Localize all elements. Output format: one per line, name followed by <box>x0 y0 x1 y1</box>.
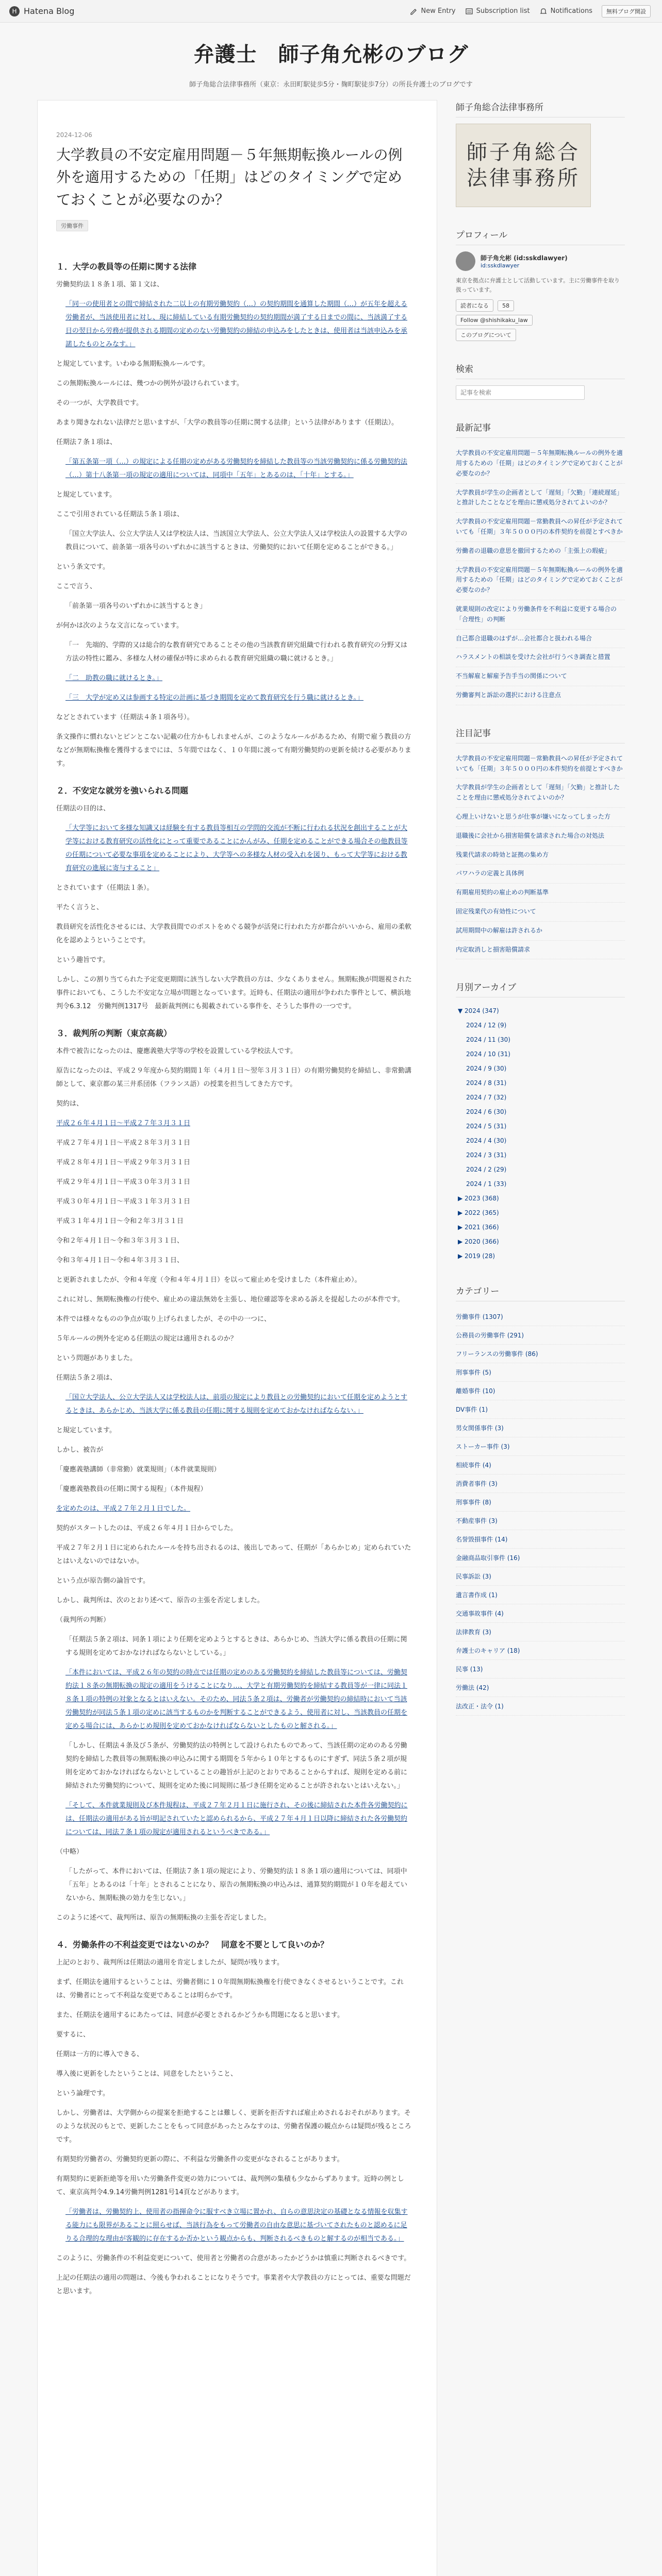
quote: 「大学等において多様な知識又は経験を有する教員等相互の学問的交流が不断に行われる状況を創出することが大学等における教育研究の活性化にとって重要であることにかんがみ、任期を定めることができる場合その他教員等の任期について必要な事項を定めることにより、大学等への多様な人材の受入れを図り、もって大学等における教育研究の進展に寄与すること」 <box>65 824 408 873</box>
paragraph: 有期契約に更新拒絶等を用いた労働条件変更の効力については、裁判例の集積も少なからずあります。近時の例として、東京高判令4.9.14労働判例1281号14頁などがあります。 <box>56 2175 404 2197</box>
new-entry-label: New Entry <box>421 7 456 15</box>
quote: 「そして、本件就業規則及び本件規程は、平成２７年２月１日に施行され、その後に締結された本件各労働契約には、任期法の適用がある旨が明記されていたと認められるから、平成２７年４月１日以降に締結された各労働契約については、同法７条１項の規定が適用されるというべきである。」 <box>65 1802 408 1837</box>
top-navigation-bar <box>0 0 662 23</box>
popular-post-link[interactable]: 残業代請求の時効と証拠の集め方 <box>456 846 625 865</box>
popular-post-link[interactable]: 有期雇用契約の雇止めの判断基準 <box>456 884 625 903</box>
archive-month-link[interactable]: 2024 / 4 (30) <box>466 1137 507 1145</box>
archive-month-link[interactable]: 2024 / 9 (30) <box>466 1065 507 1073</box>
category-link[interactable]: 不動産事件 (3) <box>456 1512 625 1530</box>
section-heading: ２．不安定な就労を強いられる問題 <box>56 786 189 796</box>
paragraph: 平成３０年４月１日～平成３１年３月３１日 <box>56 1198 191 1206</box>
archive-month-link[interactable]: 2024 / 11 (30) <box>466 1036 510 1044</box>
category-link[interactable]: 金融商品取引事件 (16) <box>456 1549 625 1567</box>
blog-title[interactable]: 弁護士 師子角允彬のブログ <box>193 43 469 66</box>
archive-month-link[interactable]: 2024 / 6 (30) <box>466 1108 507 1116</box>
category-block <box>456 1284 625 1716</box>
quote: 「国立大学法人、公立大学法人又は学校法人は、当該国立大学法人、公立大学法人又は学校法人の設置する大学の教員について、前条第一項各号のいずれかに該当するときは、労働契約において任期を定めることができる。」 <box>65 530 408 552</box>
profile-id[interactable]: id:sskdlawyer <box>481 262 520 269</box>
category-link[interactable]: 遺言書作成 (1) <box>456 1586 625 1604</box>
popular-post-link[interactable]: 固定残業代の有効性について <box>456 903 625 922</box>
popular-posts-block <box>456 726 625 960</box>
category-link[interactable]: 公務員の労働事件 (291) <box>456 1326 625 1345</box>
recent-post-link[interactable]: 就業規則の改定により労働条件を不利益に変更する場合の「合理性」の判断 <box>456 600 625 630</box>
paragraph: 上記の任期法の適用の問題は、今後も争われることになりそうです。事業者や大学教員の方にとっては、重要な問題だと思います。 <box>56 2274 411 2296</box>
paragraph: 平成３１年４月１日～令和２年３月３１日 <box>56 1217 184 1226</box>
quote: 「しかし、任期法４条及び５条が、労働契約法の特例として設けられたものであって、当該任期の定めのある労働契約を締結した教員等の無期転換の申込みに関する期間を５年から１０年とするものにすぎず、同法５条２項が規則を定めておかなければならないとしていることの趣旨が上記のとおりであることからすれば、規則を定める前に締結された労働契約について、規則を定めた後に同規則に基づき任期を定めることが許されないとはいえない。」 <box>65 1742 408 1790</box>
category-heading: カテゴリー <box>456 1284 625 1301</box>
popular-post-link[interactable]: 試用期間中の解雇は許されるか <box>456 922 625 941</box>
paragraph: 平成２７年２月１日に定められたルールを持ち出されるのは、後出しであって、任期が「あらかじめ」定められていたとはいえないのではないか。 <box>56 1544 411 1566</box>
notifications-label: Notifications <box>550 7 592 15</box>
reader-count: 58 <box>498 300 514 311</box>
paragraph: 平成２８年４月１日～平成２９年３月３１日 <box>56 1159 191 1167</box>
quote: 「国立大学法人、公立大学法人又は学校法人は、前項の規定により教員との労働契約において任期を定めようとするときは、あらかじめ、当該大学に係る教員の任期に関する規則を定めておかなければならない。」 <box>65 1394 408 1415</box>
paragraph: 任期は一方的に導入できる、 <box>56 2050 144 2059</box>
paragraph: 令和３年４月１日～令和４年３月３１日、 <box>56 1257 184 1265</box>
category-link[interactable]: DV事件 (1) <box>456 1400 625 1419</box>
category-link[interactable]: 労働法 (42) <box>456 1679 625 1697</box>
paragraph: などとされています（任期法４条１項各号）。 <box>56 714 194 722</box>
bell-icon <box>539 7 548 15</box>
quote: 「労働者は、労働契約上、使用者の指揮命令に服すべき立場に置かれ、自らの意思決定の基礎となる情報を収集する能力にも限界があることに照らせば、当該行為をもって労働者の自由な意思に基づいてされたものと認めるに足りる合理的な理由が客観的に存在するか否かという観点からも、判断されるべきものと解するのが相当である。」 <box>65 2208 408 2243</box>
archive-year-link[interactable]: ▶ 2020 (366) <box>458 1238 499 1246</box>
category-link[interactable]: 男女関係事件 (3) <box>456 1419 625 1437</box>
search-block <box>456 362 625 400</box>
follow-button[interactable]: Follow @shishikaku_law <box>456 315 533 326</box>
profile-block <box>456 228 625 341</box>
popular-post-link[interactable]: 退職後に会社から損害賠償を請求された場合の対処法 <box>456 827 625 846</box>
search-heading: 検索 <box>456 362 625 379</box>
category-link[interactable]: 消費者事件 (3) <box>456 1475 625 1493</box>
paragraph: と規定しています。いわゆる無期転換ルールです。 <box>56 360 209 368</box>
paragraph: という問題がありました。 <box>56 1354 137 1363</box>
paragraph: 平たく言うと、 <box>56 904 104 912</box>
search-input[interactable] <box>456 385 585 400</box>
new-entry-button[interactable] <box>410 7 456 15</box>
category-tag[interactable]: 労働事件 <box>56 220 88 231</box>
subscribe-button[interactable]: 読者になる <box>456 299 493 312</box>
notifications-button[interactable] <box>539 7 592 15</box>
subscription-label: Subscription list <box>476 7 530 15</box>
paragraph: しかし、裁判所は、次のとおり述べて、原告の主張を否定しました。 <box>56 1597 264 1605</box>
paragraph: 任期法５条２項は、 <box>56 1374 117 1382</box>
paragraph: 条文操作に慣れないとピンとこない記載の仕方かもしれませんが、このようなルールがあるため、有期で雇う教員の方などが無期転換権を獲得するまでには、５年間ではなく、１０年間に渡って有期労働契約の更新を続ける必要があります。 <box>56 733 411 768</box>
archive-year-link[interactable]: ▶ 2023 (368) <box>458 1195 499 1202</box>
paragraph: また、任期法を適用するにあたっては、同意が必要とされるかどうかも問題になると思います。 <box>56 2011 344 2020</box>
category-link[interactable]: 法改正・法令 (1) <box>456 1697 625 1716</box>
office-heading: 師子角総合法律事務所 <box>456 100 625 117</box>
paragraph: 労働契約法１８条１項、第１文は、 <box>56 281 164 289</box>
archive-year-link[interactable]: ▶ 2019 (28) <box>458 1252 495 1260</box>
paragraph: 「慶應義塾教員の任期に関する規程」（本件規程） <box>56 1485 207 1494</box>
paragraph: と更新されましたが、令和４年度（令和４年４月１日）を以って雇止めを受けました（本件雇止め）。 <box>56 1276 361 1284</box>
category-link[interactable]: 離婚事件 (10) <box>456 1382 625 1400</box>
entry-article <box>37 100 437 2576</box>
category-link[interactable]: 相続事件 (4) <box>456 1456 625 1475</box>
category-link[interactable]: 民事訴訟 (3) <box>456 1567 625 1586</box>
archive-month-link[interactable]: 2024 / 1 (33) <box>466 1180 507 1188</box>
archive-year-link[interactable]: ▶ 2021 (366) <box>458 1224 499 1231</box>
paragraph: ここで引用されている任期法５条１項は、 <box>56 511 184 519</box>
popular-post-link[interactable]: パワハラの定義と具体例 <box>456 865 625 884</box>
recent-post-link[interactable]: 不当解雇と解雇予告手当の関係について <box>456 667 625 686</box>
paragraph: という条文です。 <box>56 563 109 571</box>
paragraph: 令和２年４月１日～令和３年３月３１日、 <box>56 1237 184 1245</box>
recent-post-link[interactable]: 労働審判と訴訟の選択における注意点 <box>456 686 625 705</box>
category-link[interactable]: 法律教育 (3) <box>456 1623 625 1641</box>
recent-post-link[interactable]: 大学教員の不安定雇用問題－常勤教員への昇任が予定されていても「任期」３年５０００円の本件契約を前提とすべきか <box>456 513 625 542</box>
entry-date[interactable]: 2024-12-06 <box>56 131 92 139</box>
paragraph: （中略） <box>56 1848 84 1856</box>
paragraph: と規定しています。 <box>56 1427 116 1435</box>
category-link[interactable]: 民事 (13) <box>456 1660 625 1679</box>
paragraph: 「慶應義塾講師（非常勤）就業規則」（本件就業規則） <box>56 1466 221 1474</box>
paragraph: 契約は、 <box>56 1100 84 1108</box>
popular-post-link[interactable]: 大学教員の不安定雇用問題－常勤教員への昇任が予定されていても「任期」３年５０００円の本件契約を前提とすべきか <box>456 750 625 779</box>
paragraph: という点が原告側の論旨です。 <box>56 1577 150 1585</box>
quote: 「任期法５条２項は、同条１項により任期を定めようとするときは、あらかじめ、当該大学に係る教員の任期に関する規則を定めておかなければならないとしている。」 <box>65 1636 407 1657</box>
paragraph: を定めたのは、平成２７年２月１日でした。 <box>56 1505 191 1513</box>
entry-body <box>56 260 413 2298</box>
paragraph: 平成２７年４月１日～平成２８年３月３１日 <box>56 1139 191 1147</box>
paragraph: 任期法７条１項は、 <box>56 438 117 447</box>
category-link[interactable]: 交通事故事件 (4) <box>456 1604 625 1623</box>
list-icon <box>465 7 473 15</box>
pencil-icon <box>410 7 418 15</box>
recent-post-link[interactable]: 自己都合退職のはずが…会社都合と扱われる場合 <box>456 630 625 649</box>
paragraph: ５年ルールの例外を定める任期法の規定は適用されるのか？ <box>56 1335 237 1343</box>
paragraph: 原告になったのは、平成２９年度から契約期間１年（４月１日～翌年３月３１日）の有期労働契約を締結し、非常勤講師として、東京都の某三井系団体（フランス語）の授業を担当してきた方です。 <box>56 1067 412 1089</box>
quote: 「本件においては、平成２６年の契約の時点では任期の定めのある労働契約を締結した教員等については、労働契約法１８条の無期転換の規定の適用をうけることになり…、大学と有期労働契約を締結する教員等が一律に同法１８条１項の特例の対象となるとはいえない。そのため、同法５条２項は、労働者が労働契約の締結時において当該労働契約が同法５条１項の定めに該当するものかを判断することができるよう、使用者に対し、当該教員の任期を定める場合には、あらかじめ規則を定めておかなければならないとしたものと解される。」 <box>65 1669 408 1731</box>
archive-month-link[interactable]: 2024 / 8 (31) <box>466 1079 507 1087</box>
category-link[interactable]: フリーランスの労働事件 (86) <box>456 1345 625 1363</box>
popular-post-link[interactable]: 内定取消しと損害賠償請求 <box>456 941 625 960</box>
paragraph: 要するに、 <box>56 2031 90 2039</box>
popular-post-link[interactable]: 心理上いけないと思うが仕事が嫌いになってしまった方 <box>456 808 625 827</box>
paragraph: しかし、労働者は、大学側からの提案を拒絶することは難しく、更新を拒否すれば雇止めされるおそれがあります。そのような状況のもとで、更新したことをもって同意があったとみなすのは、労働者保護の観点からは疑問が残るところです。 <box>56 2109 411 2144</box>
profile-heading: プロフィール <box>456 228 625 245</box>
category-link[interactable]: 労働事件 (1307) <box>456 1308 625 1326</box>
subscription-list-button[interactable] <box>465 7 530 15</box>
about-blog-link[interactable]: このブログについて <box>456 329 516 341</box>
paragraph: という論理です。 <box>56 2090 109 2098</box>
recent-post-link[interactable]: 大学教員の不安定雇用問題－５年無期転換ルールの例外を適用するための「任期」はどのタイミングで定めておくことが必要なのか？ <box>456 444 625 483</box>
quote: 「前条第一項各号のいずれかに該当するとき」 <box>65 602 207 611</box>
section-heading: １．大学の教員等の任期に関する法律 <box>56 262 197 272</box>
archive-heading: 月別アーカイブ <box>456 980 625 997</box>
brand-label: Hatena Blog <box>24 6 75 16</box>
paragraph: 本件では様々なものの争点が取り上げられましたが、その中の一つに、 <box>56 1315 271 1324</box>
paragraph: 有期契約労働者の、労働契約更新の際に、不利益な労働条件の変更がなされることがあります。 <box>56 2156 344 2164</box>
recent-post-link[interactable]: 労働者の退職の意思を撤回するための「主張上の瑕疵」 <box>456 542 625 561</box>
blog-description: 師子角総合法律事務所（東京：永田町駅徒歩5分・麹町駅徒歩7分）の所長弁護士のブログです <box>189 81 473 89</box>
quote: 「同一の使用者との間で締結された二以上の有期労働契約（…）の契約期間を通算した期間（…）が五年を超える労働者が、当該使用者に対し、現に締結している有期労働契約の契約期間が満了する日までの間に、当該満了する日の翌日から労務が提供される期間の定めのない労働契約の締結の申込みをしたときは、使用者は当該申込みを承諾したものとみなす。」 <box>65 300 408 349</box>
category-link[interactable]: 刑事事件 (5) <box>456 1363 625 1382</box>
popular-post-link[interactable]: 大学教員が学生の企画者として「遅刻」「欠勤」と推計したことを理由に懲戒処分されてよいのか？ <box>456 778 625 808</box>
archive-month-link[interactable]: 2024 / 10 (31) <box>466 1050 510 1058</box>
paragraph: 平成２９年４月１日～平成３０年３月３１日 <box>56 1178 191 1187</box>
content-wrapper <box>37 100 625 2576</box>
category-link[interactable]: 刑事事件 (8) <box>456 1493 625 1512</box>
quote: 「一 先端的、学際的又は総合的な教育研究であることその他の当該教育研究組織で行われる教育研究の分野又は方法の特性に鑑み、多様な人材の確保が特に求められる教育研究組織の職に就けるとき。」 <box>65 641 408 663</box>
archive-block <box>456 980 625 1263</box>
profile-row <box>456 251 625 271</box>
archive-year-link[interactable]: ▼ 2024 (347) <box>458 1007 499 1015</box>
paragraph: しかし、この割り当てられた予定変更期間に該当しない大学教員の方は、少なくありません。無期転換が問題視された事件においても、こうした不安定な立場が問題となっています。近時も、任期法の適用が争われた事件として、横浜地判令6.3.12 労働判例1317号 最新裁判例にも掲載されている事件を、そうした事件の一つです。 <box>56 976 412 1011</box>
category-link[interactable]: 名誉毀損事件 (14) <box>456 1530 625 1549</box>
paragraph: が何かは次のような文言になっています。 <box>56 622 183 630</box>
hatena-brand[interactable] <box>9 6 74 16</box>
quote: 「二 助教の職に就けるとき。」 <box>65 674 162 683</box>
category-link[interactable]: 弁護士のキャリア (18) <box>456 1641 625 1660</box>
archive-year-link[interactable]: ▶ 2022 (365) <box>458 1209 499 1217</box>
paragraph: 教員研究を活性化させるには、大学教員間でのポストをめぐる競争が活発に行われた方が都合がいいから、雇用の柔軟化を認めようということです。 <box>56 923 412 945</box>
paragraph: 上記のとおり、裁判所は任期法の適用を肯定しましたが、疑問が残ります。 <box>56 1959 284 1967</box>
archive-month-link[interactable]: 2024 / 5 (31) <box>466 1123 507 1130</box>
office-logo[interactable]: 師子角総合法律事務所 <box>456 124 591 207</box>
paragraph: あまり聞きなれない法律だと思いますが、「大学の教員等の任期に関する法律」という法律があります（任期法）。 <box>56 419 399 427</box>
quote: 「第五条第一項（…）の規定による任期の定めがある労働契約を締結した教員等の当該労働契約に係る労働契約法（…）第十八条第一項の規定の適用については、同項中「五年」とあるのは、「十年」とする。」 <box>65 458 408 480</box>
paragraph: 平成２６年４月１日～平成２７年３月３１日 <box>56 1120 191 1128</box>
paragraph: （裁判所の判断） <box>56 1616 110 1624</box>
quote: 「三 大学が定め又は参画する特定の計画に基づき期間を定めて教育研究を行う職に就けるとき。」 <box>65 694 363 702</box>
paragraph: しかし、被告が <box>56 1446 104 1454</box>
paragraph: 契約がスタートしたのは、平成２６年４月１日からでした。 <box>56 1524 237 1533</box>
recent-post-link[interactable]: 大学教員が学生の企画者として「遅刻」「欠勤」「連続遅延」と推計したことなどを理由に懲戒処分されてよいのか？ <box>456 484 625 513</box>
paragraph: とされています（任期法１条）。 <box>56 884 154 892</box>
paragraph: 任期法の目的は、 <box>56 805 110 813</box>
office-block <box>456 100 625 207</box>
paragraph: この無期転換ルールには、幾つかの例外が設けられています。 <box>56 380 243 388</box>
paragraph: という趣旨です。 <box>56 956 109 964</box>
create-blog-button[interactable]: 無料ブログ開設 <box>602 5 651 18</box>
paragraph: このように、労働条件の不利益変更について、使用者と労働者の合意があったかどうかは慎重に判断されるべきです。 <box>56 2255 411 2263</box>
quote: 「したがって、本件においては、任期法７条１項の規定により、労働契約法１８条１項の適用については、同項中「五年」とあるのは「十年」とされることになり、原告の無期転換の申込みは、通算契約期間が１０年を超えていないから、無期転換の効力を生じない。」 <box>65 1868 408 1903</box>
paragraph: このように述べて、裁判所は、原告の無期転換の主張を否定しました。 <box>56 1914 271 1922</box>
archive-month-link[interactable]: 2024 / 2 (29) <box>466 1166 507 1174</box>
paragraph: まず、任期法を適用するということは、労働者側に１０年間無期転換権を行使できなくさせるということです。これは、労働者にとって不利益な変更であることは明らかです。 <box>56 1978 404 2000</box>
section-heading: ４．労働条件の不利益変更ではないのか？ 同意を不要として良いのか？ <box>56 1940 329 1950</box>
archive-month-link[interactable]: 2024 / 12 (9) <box>466 1022 507 1029</box>
recent-heading: 最新記事 <box>456 420 625 438</box>
archive-month-link[interactable]: 2024 / 3 (31) <box>466 1151 507 1159</box>
section-heading: ３．裁判所の判断（東京高裁） <box>56 1028 172 1039</box>
paragraph: と規定しています。 <box>56 491 116 499</box>
popular-heading: 注目記事 <box>456 726 625 743</box>
profile-name[interactable]: 師子角允彬 (id:sskdlawyer) <box>481 255 568 262</box>
paragraph: ここで言う、 <box>56 583 97 591</box>
hatena-logo-icon: H <box>9 6 20 16</box>
paragraph: 本件で被告になったのは、慶應義塾大学等の学校を設置している学校法人です。 <box>56 1047 297 1056</box>
category-link[interactable]: ストーカー事件 (3) <box>456 1437 625 1456</box>
blog-header <box>0 23 662 100</box>
recent-posts-block <box>456 420 625 705</box>
entry-title[interactable]: 大学教員の不安定雇用問題－５年無期転換ルールの例外を適用するための「任期」はどのタイミングで定めておくことが必要なのか？ <box>56 146 403 208</box>
paragraph: 導入後に更新をしたということは、同意をしたということ、 <box>56 2070 238 2078</box>
recent-post-link[interactable]: ハラスメントの相談を受けた会社が行うべき調査と措置 <box>456 648 625 667</box>
paragraph: これに対し、無期転換権の行使や、雇止めの違法無効を主張し、地位確認等を求める訴えを提起したのが本件です。 <box>56 1296 404 1304</box>
archive-month-link[interactable]: 2024 / 7 (32) <box>466 1094 507 1101</box>
paragraph: その一つが、大学教員です。 <box>56 399 143 408</box>
profile-description: 東京を拠点に弁護士として活動しています。主に労働事件を取り扱っています。 <box>456 277 620 293</box>
recent-post-link[interactable]: 大学教員の不安定雇用問題－５年無期転換ルールの例外を適用するための「任期」はどのタイミングで定めておくことが必要なのか？ <box>456 561 625 600</box>
avatar[interactable] <box>456 251 475 271</box>
sidebar <box>456 100 625 2576</box>
top-actions <box>410 5 653 18</box>
